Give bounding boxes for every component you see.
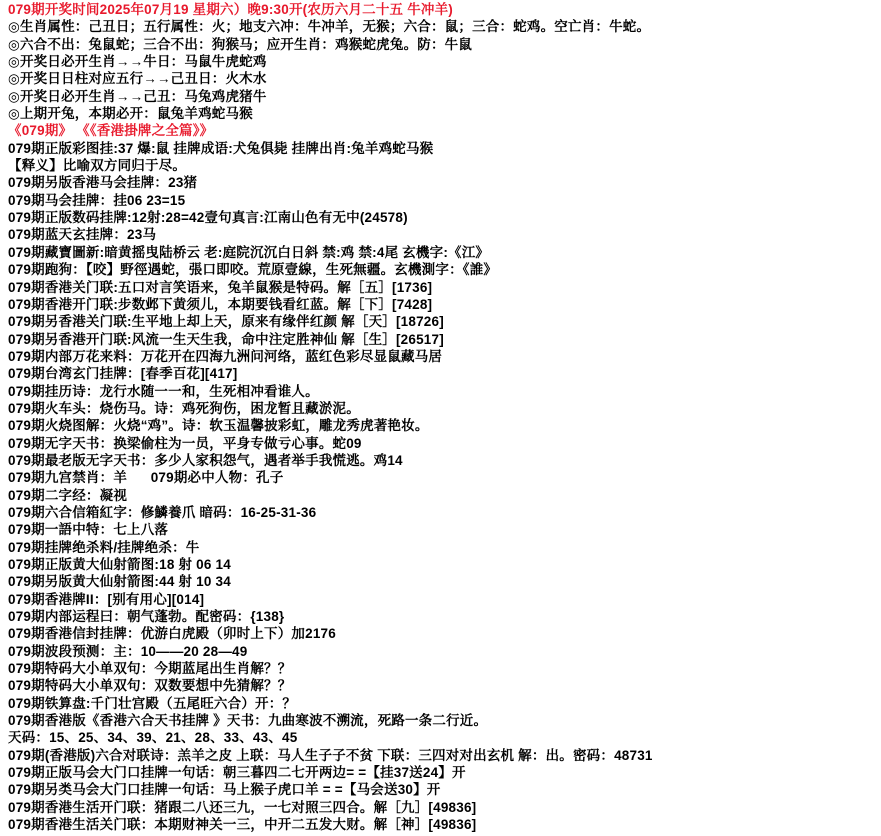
text-line-47: 079期香港生活开门联：猪跟二八还三九，一七对照三四合。解［九］[49836]: [8, 799, 477, 815]
text-line-7: ◎上期开兔，本期必开：鼠兔羊鸡蛇马猴: [8, 106, 253, 122]
text-line-3: ◎六合不出：兔鼠蛇；三合不出：狗猴马；应开生肖：鸡猴蛇虎兔。防：牛鼠: [8, 36, 473, 52]
text-line-9: 079期正版彩图挂:37 爆:鼠 挂牌成语:犬兔俱毙 挂牌出肖:兔羊鸡蛇马猴: [8, 140, 434, 156]
text-line-45: 079期正版马会大门口挂牌一句话：朝三暮四二七开两边= =【挂37送24】开: [8, 765, 466, 781]
text-line-1: 079期开奖时间2025年07月19 星期六）晚9:30开(农历六月二十五 牛冲羊): [8, 2, 454, 17]
text-line-4: ◎开奖日必开生肖→→牛日：马鼠牛虎蛇鸡: [8, 54, 267, 70]
text-line-31: 079期一語中特：七上八落: [8, 522, 169, 538]
text-line-29: 079期二字经：凝视: [8, 487, 128, 503]
text-line-25: 079期火烧图解：火烧“鸡”。诗：软玉温馨披彩虹，雕龙秀虎著艳妆。: [8, 418, 429, 434]
text-line-22: 079期台湾玄门挂牌：[春季百花][417]: [8, 366, 238, 382]
text-line-38: 079期波段预测：主：10——20 28—49: [8, 643, 248, 659]
text-line-40: 079期特码大小单双句：双数要想中先猜解？？: [8, 678, 292, 694]
text-line-16: 079期跑狗：【咬】野徑遇蛇，張口即咬。荒原壹線，生死無疆。玄機測字：《誰》: [8, 262, 498, 278]
text-line-2: ◎生肖属性：己丑日；五行属性：火；地支六冲：牛冲羊，无猴；六合：鼠；三合：蛇鸡。空亡肖：牛蛇。: [8, 19, 651, 35]
text-line-10: 【释义】比喻双方同归于尽。: [8, 158, 187, 174]
text-line-11: 079期另版香港马会挂牌：23猪: [8, 175, 198, 191]
text-line-33: 079期正版黄大仙射箭图:18 射 06 14: [8, 557, 231, 572]
text-line-8: 《079期》 《《香港掛牌之全篇》》: [8, 123, 214, 139]
text-line-5: ◎开奖日日柱对应五行→→己丑日：火木水: [8, 71, 267, 87]
text-line-15: 079期藏寶圖新:暗黄摇曳陆桥云 老:庭院沉沉白日斜 禁:鸡 禁:4尾 玄機字:《江》: [8, 244, 490, 260]
text-line-32: 079期挂牌绝杀料/挂牌绝杀：牛: [8, 539, 200, 555]
text-line-28: 079期九宫禁肖：羊 079期必中人物：孔子: [8, 470, 284, 486]
text-line-19: 079期另香港关门联:生平地上却上天，原来有缘伴红颜 解［天］[18726]: [8, 314, 444, 330]
text-line-42: 079期香港版《香港六合天书挂牌 》天书：九曲寒波不溯流，死路一条二行近。: [8, 713, 488, 729]
text-line-27: 079期最老版无字天书：多少人家积怨气，遇者举手我慌逃。鸡14: [8, 452, 403, 468]
text-line-39: 079期特码大小单双句：今期蓝尾出生肖解？？: [8, 661, 292, 677]
text-line-17: 079期香港关门联:五口对言笑语来，兔羊鼠猴是特码。解［五］[1736]: [8, 279, 433, 295]
text-line-48: 079期香港生活关门联：本期财神关一三，中开二五发大财。解［神］[49836]: [8, 817, 477, 833]
text-line-23: 079期挂历诗：龙行水随一一和，生死相冲看谁人。: [8, 383, 319, 399]
text-line-13: 079期正版数码挂牌:12射:28=42壹句真言:江南山色有无中(24578): [8, 210, 408, 226]
text-line-18: 079期香港开门联:步数邺下黄须儿，本期要钱看红蓝。解［下］[7428]: [8, 296, 433, 312]
text-line-6: ◎开奖日必开生肖→→己丑：马兔鸡虎猪牛: [8, 88, 267, 104]
text-line-12: 079期马会挂牌：挂06 23=15: [8, 192, 186, 208]
text-line-20: 079期另香港开门联:风流一生天生我，命中注定胜神仙 解［生］[26517]: [8, 331, 444, 347]
text-line-44: 079期(香港版)六合对联诗：羔羊之皮 上联：马人生子子不贫 下联：三四对对出玄机 解：出。密码：48731: [8, 747, 653, 763]
text-line-37: 079期香港信封挂牌：优游白虎殿（卯时上下）加2176: [8, 626, 336, 642]
text-line-34: 079期另版黄大仙射箭图:44 射 10 34: [8, 574, 231, 590]
text-line-35: 079期香港牌II：[别有用心][014]: [8, 591, 205, 607]
text-line-14: 079期蓝天玄挂牌：23马: [8, 227, 157, 243]
text-line-41: 079期铁算盘:千门壮宫殿（五尾旺六合）开：？: [8, 695, 297, 711]
text-line-21: 079期内部万花来料：万花开在四海九洲问河络，蓝红色彩尽显鼠藏马居: [8, 348, 443, 364]
text-line-30: 079期六合信箱紅字：修鱗養爪 暗码：16-25-31-36: [8, 504, 317, 520]
text-line-24: 079期火车头：烧伤马。诗：鸡死狗伤，困龙暂且藏淤泥。: [8, 400, 360, 416]
text-line-26: 079期无字天书：换梁偷柱为一员，平身专做亏心事。蛇09: [8, 435, 362, 451]
text-line-46: 079期另类马会大门口挂牌一句话：马上猴子虎口羊 = =【马会送30】开: [8, 782, 441, 798]
text-lines: [8, 1, 881, 834]
text-line-36: 079期内部运程曰：朝气蓬勃。配密码：{138}: [8, 609, 285, 625]
text-line-43: 天码：15、25、34、39、21、28、33、43、45: [8, 730, 298, 746]
